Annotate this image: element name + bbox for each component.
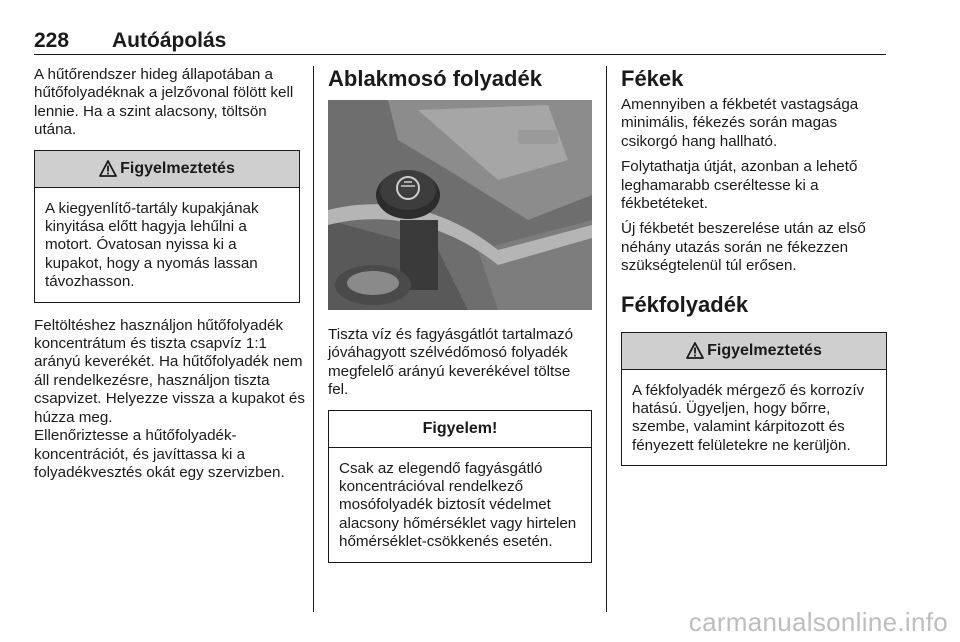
column-divider bbox=[313, 66, 314, 612]
warning-box-header bbox=[622, 333, 886, 370]
notice-box-header bbox=[329, 411, 591, 448]
column-coolant bbox=[34, 66, 305, 489]
brake-fluid-heading: Fékfolyadék bbox=[621, 291, 749, 317]
brakes-text-2: Folytathatja útját, azonban a lehető leghamarabb cseréltesse ki a fékbetéteket. bbox=[621, 158, 858, 213]
washer-notice-box bbox=[328, 410, 592, 563]
page-number: 228 bbox=[34, 29, 70, 52]
warning-text: A fékfolyadék mérgező és korrozív hatású. Ügyeljen, hogy bőrre, szembe, valamint kárpitozott és fényezett felületekre ne kerüljön. bbox=[632, 381, 865, 454]
brakes-heading: Fékek bbox=[621, 66, 684, 91]
page-header bbox=[34, 30, 886, 55]
watermark: carmanualsonline.info bbox=[688, 607, 948, 637]
coolant-warning-box bbox=[34, 150, 300, 303]
washer-fluid-text: Tiszta víz és fagyásgátlót tartalmazó jóváhagyott szélvédőmosó folyadék megfelelő arányú keverékével töltse fel. bbox=[328, 326, 574, 399]
column-divider bbox=[606, 66, 607, 612]
notice-text: Csak az elegendő fagyásgátló koncentrációval rendelkező mosófolyadék biztosít védelmet alacsony hőmérséklet vagy hirtelen hőmérséklet-csökkenés esetén. bbox=[339, 459, 577, 551]
brakes-text-3: Új fékbetét beszerelése után az első néhány utazás során ne fékezzen szükségtelenül túl erősen. bbox=[621, 220, 866, 275]
warning-title: Figyelmeztetés bbox=[120, 159, 235, 177]
warning-box-header bbox=[35, 151, 299, 188]
notice-title: Figyelem! bbox=[422, 419, 498, 437]
warning-title: Figyelmeztetés bbox=[707, 341, 822, 359]
warning-text: A kiegyenlítő-tartály kupakjának kinyitása előtt hagyja lehűlni a motort. Óvatosan nyissa ki a kupakot, hogy a nyomás lassan távozhasson. bbox=[45, 199, 259, 291]
coolant-check-text: Ellenőriztesse a hűtőfolyadék-koncentrációt, és javíttassa ki a folyadékvesztés okát egy szervizben. bbox=[34, 427, 285, 481]
notice-box-body bbox=[329, 448, 591, 562]
column-brakes bbox=[621, 66, 887, 480]
coolant-refill-text: Feltöltéshez használjon hűtőfolyadék koncentrátum és tiszta csapvíz 1:1 arányú keverékét. Ha hűtőfolyadék nem áll rendelkezésre, használjon tiszta csapvizet. Helyezze vissza a kupakot és húzza meg. bbox=[34, 316, 305, 426]
warning-box-body bbox=[35, 188, 299, 302]
column-washer-fluid bbox=[328, 66, 592, 577]
brake-fluid-warning-box bbox=[621, 332, 887, 467]
coolant-intro-text: A hűtőrendszer hideg állapotában a hűtőfolyadéknak a jelzővonal fölött kell lennie. Ha a szint alacsony, töltsön utána. bbox=[34, 66, 294, 139]
warning-triangle-icon bbox=[686, 342, 704, 359]
warning-box-body bbox=[622, 370, 886, 466]
brakes-text-1: Amennyiben a fékbetét vastagsága minimális, fékezés során magas csikorgó hang hallható. bbox=[621, 96, 859, 150]
section-title: Autóápolás bbox=[112, 29, 227, 52]
warning-triangle-icon bbox=[99, 160, 117, 177]
washer-fluid-reservoir-cap-photo bbox=[328, 100, 592, 310]
washer-fluid-heading: Ablakmosó folyadék bbox=[328, 66, 542, 91]
